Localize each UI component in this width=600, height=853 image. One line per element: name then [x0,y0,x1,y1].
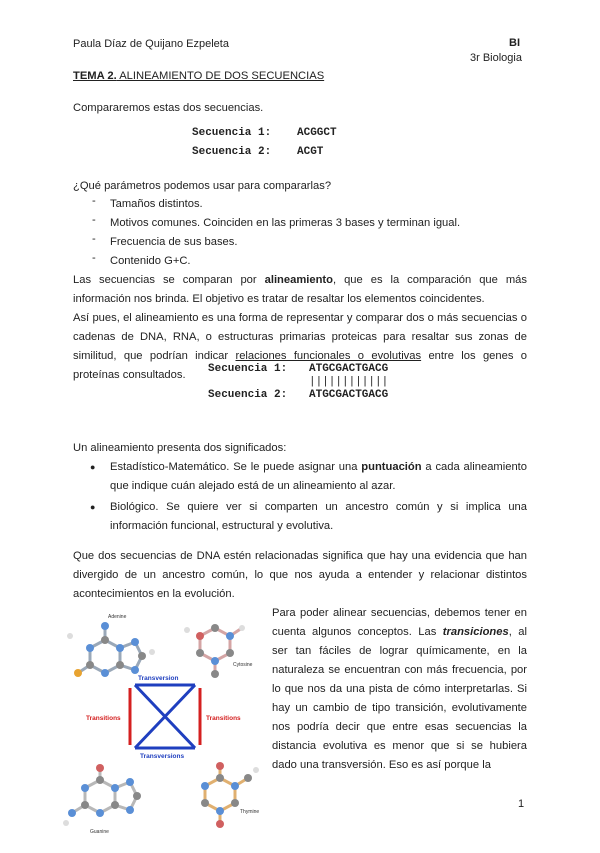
question-text: ¿Qué parámetros podemos usar para compararlas? [73,180,332,192]
meaning-statistical [110,458,527,496]
molecule-bottom-right [205,766,248,824]
label-transversion-top: Transversion [138,675,179,682]
label-mol-tr: Cytosine [233,662,253,668]
seq2-label: Secuencia 2: [192,146,272,158]
seq2-value: ACGT [297,146,324,158]
header-author: Paula Díaz de Quijano Ezpeleta [73,38,229,50]
paragraph-transitions [272,604,527,775]
term-transiciones: transiciones [442,626,509,638]
list-item: Frecuencia de sus bases. [110,236,238,248]
title-bold: TEMA 2. [73,70,117,82]
dash-marker: - [92,252,96,264]
label-mol-br: Thymine [240,809,260,815]
match-bars: |||||||||||| [309,376,389,388]
term-alineamiento: alineamiento [264,274,333,286]
meanings-intro: Un alineamiento presenta dos significados: [73,442,287,454]
list-item: Contenido G+C. [110,255,191,267]
meaning-biological: Biológico. Se quiere ver si comparten un ancestro común y si implica una información funcional, estructural y evolutiva. [110,501,527,532]
atoms-bottom-left [63,764,141,826]
title-rest: ALINEAMIENTO DE DOS SECUENCIAS [116,70,325,82]
atoms-bottom-right [201,762,259,828]
term-puntuacion: puntuación [361,461,422,473]
seq-example2-label1: Secuencia 1: [208,363,288,375]
text-run: Para poder alinear secuencias, debemos tener en cuenta algunos conceptos. Las [272,607,527,638]
bullet-marker: ● [90,502,96,512]
header-course-year: 3r Biologia [470,52,522,64]
page-number: 1 [518,798,525,810]
label-mol-bl: Guanine [90,829,109,835]
seq-example2-seq2: ATGCGACTGACG [309,389,389,401]
label-transition-left: Transitions [86,715,121,722]
list-item: Motivos comunes. Coinciden en las primeras 3 bases y terminan igual. [110,217,461,229]
seq-example2-label2: Secuencia 2: [208,389,288,401]
text-run: , al ser tan fáciles de lograr químicamente, en la naturaleza se encuentran con más frecuencia, por lo que nos da una pista de cómo interpretarlas. Si hay un cambio de tipo transición, evolutivamente nos podría decir que entre esas secuencias la distancia evolutiva es menor que si se hubiera dado una transversión. Eso es así porque la [272,626,527,771]
seq-example2-seq1: ATGCGACTGACG [309,363,389,375]
bullet-marker: ● [90,462,96,472]
seq1-label: Secuencia 1: [192,127,272,139]
list-item: Tamaños distintos. [110,198,203,210]
dash-marker: - [92,214,96,226]
text-run: entre los genes o proteínas consultados. [73,350,528,381]
dash-marker: - [92,233,96,245]
paragraph-asi-pues [73,309,527,385]
underlined-phrase: relaciones funcionales o evolutivas [235,350,422,362]
text-run: , que es la comparación que más información nos brinda. El objetivo es tratar de resaltar los elementos coincidentes. [73,274,527,305]
text-run: Las secuencias se comparan por [73,274,265,286]
text-run: a cada alineamiento que indique cuán alejado está de un alineamiento al azar. [110,461,527,492]
text-run: Así pues, el alineamiento es una forma de representar y comparar dos o más secuencias o cadenas de DNA, RNA, o estructuras primarias proteicas para resaltar sus zonas de similitud, que podrían indicar [73,312,527,362]
transition-transversion-figure [60,608,265,848]
figure-svg [60,608,265,848]
intro-text: Compararemos estas dos secuencias. [73,102,264,114]
dash-marker: - [92,195,96,207]
page-title [73,70,324,82]
seq1-value: ACGGCT [297,127,337,139]
label-transition-right: Transitions [206,715,241,722]
paragraph-alignment [73,271,527,309]
text-run: Estadístico-Matemático. Se le puede asignar una [110,461,362,473]
label-mol-tl: Adenine [108,614,127,620]
label-transversion-bottom: Transversions [140,753,185,760]
paragraph-dna: Que dos secuencias de DNA estén relacionadas significa que hay una evidencia que han divergido de un ancestro común, lo que nos ayuda a entender y relacionar distintos acontecimientos en la evolución. [73,550,527,600]
header-course-code: BI [509,37,520,49]
